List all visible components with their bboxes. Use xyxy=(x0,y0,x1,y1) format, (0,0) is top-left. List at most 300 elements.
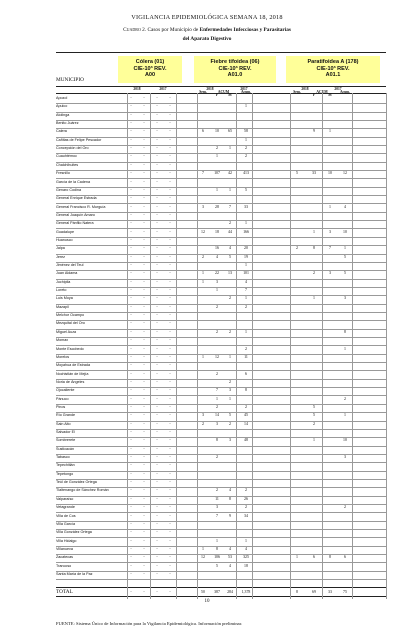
table-cell: - xyxy=(143,104,145,109)
table-cell: - xyxy=(156,296,158,301)
municipio-name: Fresnillo xyxy=(56,171,70,176)
table-cell: - xyxy=(169,421,171,426)
table-cell: - xyxy=(169,271,171,276)
table-cell: 1 xyxy=(229,354,231,359)
table-cell: - xyxy=(143,421,145,426)
municipio-name: Villa de Cos xyxy=(56,513,76,518)
document-title: VIGILANCIA EPIDEMIOLÓGICA SEMANA 18, 2018 xyxy=(131,14,283,21)
table-cell: - xyxy=(156,379,158,384)
total-cell: - xyxy=(143,589,145,594)
table-cell: 58 xyxy=(244,129,248,134)
table-cell: - xyxy=(156,488,158,493)
table-cell: 2 xyxy=(202,254,204,259)
table-cell: - xyxy=(130,521,132,526)
table-cell: - xyxy=(156,446,158,451)
table-cell: - xyxy=(169,455,171,460)
total-cell: - xyxy=(130,589,132,594)
municipio-name: Teúl de González Ortega xyxy=(56,480,97,485)
table-cell: 8 xyxy=(313,246,315,251)
table-cell: - xyxy=(143,221,145,226)
table-cell: 1 xyxy=(202,279,204,284)
table-cell: 2 xyxy=(245,146,247,151)
table-cell: - xyxy=(143,112,145,117)
table-cell: - xyxy=(169,121,171,126)
table-cell: 1 xyxy=(245,104,247,109)
table-cell: - xyxy=(130,296,132,301)
table-cell: - xyxy=(156,237,158,242)
table-cell: - xyxy=(143,404,145,409)
table-cell: - xyxy=(156,555,158,560)
municipio-name: Apozol xyxy=(56,96,68,100)
total-cell: 1,378 xyxy=(241,589,251,594)
table-cell: - xyxy=(130,246,132,251)
table-cell: 2 xyxy=(216,329,218,334)
table-cell: 1 xyxy=(202,546,204,551)
table-cell: - xyxy=(130,121,132,126)
table-cell: 7 xyxy=(229,204,231,209)
table-cell: - xyxy=(156,221,158,226)
disease-header-paratifoidea xyxy=(286,56,380,83)
table-cell: 1 xyxy=(202,271,204,276)
table-cell: - xyxy=(156,112,158,117)
municipio-name: Miguel Auza xyxy=(56,329,77,334)
table-cell: - xyxy=(130,346,132,351)
table-cell: 3 xyxy=(229,438,231,443)
column-divider xyxy=(197,93,198,599)
total-cell: 33 xyxy=(328,589,332,594)
table-cell: - xyxy=(156,388,158,393)
table-cell: 3 xyxy=(216,421,218,426)
table-cell: - xyxy=(156,430,158,434)
table-cell: 3 xyxy=(216,279,218,284)
table-cell: 33 xyxy=(244,204,248,209)
table-cell: - xyxy=(169,329,171,334)
female-label: F xyxy=(312,92,316,97)
table-cell: - xyxy=(130,254,132,259)
caption-line-2: del Aparato Digestivo xyxy=(182,36,232,42)
municipio-name: Loreto xyxy=(56,288,67,293)
municipio-name: Vetagrande xyxy=(56,505,75,510)
table-cell: - xyxy=(143,154,145,159)
table-cell: - xyxy=(143,513,145,518)
acum-prev-label: Acum. xyxy=(339,89,351,94)
table-cell: - xyxy=(156,179,158,184)
table-cell: 1 xyxy=(229,146,231,151)
table-cell: - xyxy=(130,137,132,142)
municipio-name: Huanusco xyxy=(56,237,73,242)
table-cell: - xyxy=(169,413,171,418)
table-cell: - xyxy=(143,455,145,460)
table-cell: 7 xyxy=(216,513,218,518)
table-cell: 9 xyxy=(313,129,315,134)
table-cell: - xyxy=(156,471,158,476)
table-cell: - xyxy=(156,329,158,334)
table-cell: 1 xyxy=(245,296,247,301)
disease-code: A01.1 xyxy=(325,72,341,79)
municipio-name: Pinos xyxy=(56,404,66,409)
table-cell: - xyxy=(169,346,171,351)
table-cell: - xyxy=(130,279,132,284)
table-cell: - xyxy=(130,271,132,276)
municipio-name: General Pánfilo Natera xyxy=(56,221,94,226)
table-cell: - xyxy=(169,279,171,284)
table-cell: - xyxy=(169,96,171,100)
table-cell: - xyxy=(169,363,171,368)
table-cell: - xyxy=(156,538,158,543)
table-cell: - xyxy=(169,404,171,409)
table-cell: 10 xyxy=(328,171,332,176)
table-cell: 8 xyxy=(344,329,346,334)
table-cell: 5 xyxy=(313,413,315,418)
table-cell: 3 xyxy=(229,388,231,393)
table-cell: 1 xyxy=(229,396,231,401)
table-cell: 1 xyxy=(216,187,218,192)
table-cell: - xyxy=(156,154,158,159)
municipio-name: Moyahua de Estrada xyxy=(56,363,91,368)
table-cell: - xyxy=(130,396,132,401)
acum-label: ACUM xyxy=(217,89,230,94)
municipio-name: Tabasco xyxy=(56,455,70,460)
table-cell: - xyxy=(143,129,145,134)
table-cell: - xyxy=(169,246,171,251)
table-cell: 12 xyxy=(343,171,347,176)
table-cell: - xyxy=(156,129,158,134)
table-cell: 325 xyxy=(243,555,249,560)
total-label: TOTAL xyxy=(56,589,73,595)
table-cell: 2 xyxy=(245,404,247,409)
table-cell: - xyxy=(143,496,145,501)
table-cell: - xyxy=(156,104,158,109)
table-cell: 18 xyxy=(215,229,219,234)
column-divider xyxy=(252,93,253,599)
table-cell: 6 xyxy=(344,555,346,560)
table-cell: - xyxy=(169,471,171,476)
row-rule xyxy=(56,579,386,580)
table-cell: - xyxy=(156,530,158,535)
table-cell: - xyxy=(156,363,158,368)
table-cell: 19 xyxy=(244,254,248,259)
table-cell: 4 xyxy=(229,546,231,551)
table-cell: 8 xyxy=(245,388,247,393)
table-cell: 4 xyxy=(229,246,231,251)
table-cell: - xyxy=(130,204,132,209)
municipio-name: Río Grande xyxy=(56,413,76,418)
table-cell: 1 xyxy=(245,329,247,334)
municipio-name: Jiménez del Teul xyxy=(56,263,84,267)
table-cell: - xyxy=(156,187,158,192)
table-cell: 11 xyxy=(215,496,219,501)
table-cell: 33 xyxy=(312,171,316,176)
table-cell: - xyxy=(169,538,171,543)
municipio-name: Calera xyxy=(56,129,67,134)
table-cell: 14 xyxy=(244,421,248,426)
table-cell: 2 xyxy=(216,404,218,409)
table-cell: - xyxy=(130,488,132,493)
table-cell: - xyxy=(156,121,158,126)
table-cell: 26 xyxy=(244,496,248,501)
table-cell: - xyxy=(143,296,145,301)
table-cell: - xyxy=(130,329,132,334)
year-label: 2017 xyxy=(240,86,248,91)
table-cell: - xyxy=(143,480,145,485)
table-cell: - xyxy=(169,396,171,401)
year-label: 2017 xyxy=(159,86,167,91)
table-cell: 2 xyxy=(229,296,231,301)
table-cell: - xyxy=(143,571,145,576)
table-cell: - xyxy=(130,463,132,468)
table-cell: - xyxy=(143,546,145,551)
table-cell: - xyxy=(130,338,132,343)
table-cell: - xyxy=(143,379,145,384)
table-cell: 1 xyxy=(313,229,315,234)
table-cell: - xyxy=(143,304,145,309)
municipio-name: Tepechitlán xyxy=(56,463,75,468)
table-top-rule xyxy=(56,52,386,53)
table-cell: - xyxy=(169,162,171,167)
municipio-name: Zacatecas xyxy=(56,555,74,560)
table-cell: - xyxy=(130,471,132,476)
table-cell: - xyxy=(156,396,158,401)
municipio-name: Ojocaliente xyxy=(56,388,75,393)
table-cell: - xyxy=(169,221,171,226)
table-cell: - xyxy=(130,513,132,518)
table-cell: - xyxy=(143,338,145,343)
table-cell: - xyxy=(169,129,171,134)
table-cell: 8 xyxy=(216,546,218,551)
table-cell: - xyxy=(169,480,171,485)
table-cell: - xyxy=(169,171,171,176)
table-cell: - xyxy=(156,279,158,284)
table-cell: - xyxy=(130,563,132,568)
municipio-name: Salvador El xyxy=(56,430,75,434)
table-cell: 7 xyxy=(245,288,247,293)
table-cell: 2 xyxy=(344,396,346,401)
municipio-name: Atolinga xyxy=(56,112,70,117)
municipio-name: Morelos xyxy=(56,354,70,359)
column-divider xyxy=(236,93,237,599)
table-cell: - xyxy=(169,112,171,117)
table-cell: 12 xyxy=(201,229,205,234)
table-cell: - xyxy=(130,179,132,184)
table-cell: 1 xyxy=(344,246,346,251)
table-cell: - xyxy=(143,388,145,393)
table-cell: - xyxy=(143,363,145,368)
table-cell: 1 xyxy=(245,538,247,543)
column-divider xyxy=(290,93,291,599)
year-label: 2018 xyxy=(301,86,309,91)
table-cell: 1 xyxy=(229,187,231,192)
table-cell: - xyxy=(130,480,132,485)
table-cell: 12 xyxy=(215,354,219,359)
table-cell: - xyxy=(130,538,132,543)
table-cell: 10 xyxy=(215,129,219,134)
table-cell: 65 xyxy=(228,129,232,134)
table-cell: - xyxy=(143,446,145,451)
table-cell: - xyxy=(130,496,132,501)
table-cell: - xyxy=(143,196,145,201)
table-cell: - xyxy=(130,304,132,309)
municipio-name: Nochistlán de Mejía xyxy=(56,371,89,376)
table-cell: 2 xyxy=(313,421,315,426)
table-cell: - xyxy=(130,288,132,293)
table-cell: - xyxy=(143,505,145,510)
municipio-name: Guadalupe xyxy=(56,229,75,234)
sem-label: Sem. xyxy=(293,89,301,94)
table-cell: - xyxy=(143,321,145,326)
table-cell: - xyxy=(156,162,158,167)
table-cell: 1 xyxy=(216,154,218,159)
table-cell: 8 xyxy=(329,555,331,560)
table-cell: - xyxy=(130,446,132,451)
table-cell: - xyxy=(169,521,171,526)
table-cell: 18 xyxy=(244,563,248,568)
table-cell: 166 xyxy=(243,229,249,234)
table-cell: 3 xyxy=(344,296,346,301)
table-cell: - xyxy=(156,313,158,318)
table-cell: - xyxy=(143,246,145,251)
table-cell: - xyxy=(130,171,132,176)
table-cell: 45 xyxy=(244,413,248,418)
column-divider xyxy=(150,93,151,599)
table-cell: - xyxy=(143,187,145,192)
table-cell: 1 xyxy=(313,438,315,443)
column-divider xyxy=(352,93,353,599)
table-cell: - xyxy=(130,530,132,535)
table-cell: - xyxy=(130,263,132,267)
municipio-name: Cuauhtémoc xyxy=(56,154,77,159)
table-caption xyxy=(0,27,414,33)
table-cell: - xyxy=(169,146,171,151)
table-cell: 1 xyxy=(296,555,298,560)
table-cell: - xyxy=(169,187,171,192)
source-note: FUENTE: Sistema Único de Información para la Vigilancia Epidemiológica. Información preliminar. xyxy=(56,621,243,626)
table-cell: - xyxy=(143,313,145,318)
table-cell: - xyxy=(156,496,158,501)
table-cell: 28 xyxy=(215,204,219,209)
table-cell: - xyxy=(169,304,171,309)
table-cell: - xyxy=(143,521,145,526)
table-cell: - xyxy=(169,196,171,201)
table-cell: - xyxy=(169,179,171,184)
municipio-name: Juchipila xyxy=(56,279,71,284)
table-cell: - xyxy=(169,263,171,267)
table-cell: - xyxy=(130,363,132,368)
table-cell: 5 xyxy=(216,563,218,568)
table-cell: - xyxy=(143,563,145,568)
column-divider xyxy=(176,93,177,599)
table-cell: - xyxy=(156,480,158,485)
table-cell: - xyxy=(130,237,132,242)
table-cell: - xyxy=(143,146,145,151)
table-cell: 12 xyxy=(201,555,205,560)
table-cell: - xyxy=(143,430,145,434)
disease-header-colera xyxy=(118,56,182,83)
table-cell: - xyxy=(143,371,145,376)
table-cell: 3 xyxy=(216,505,218,510)
table-cell: - xyxy=(143,237,145,242)
table-cell: 5 xyxy=(229,254,231,259)
table-cell: - xyxy=(143,538,145,543)
table-cell: - xyxy=(169,313,171,318)
total-cell: 75 xyxy=(343,589,347,594)
table-cell: 2 xyxy=(245,505,247,510)
table-cell: - xyxy=(130,221,132,226)
municipio-name: Momax xyxy=(56,338,69,343)
year-label: 2017 xyxy=(334,86,342,91)
disease-header-fiebre-tifoidea xyxy=(194,56,276,83)
table-cell: - xyxy=(156,321,158,326)
table-cell: - xyxy=(169,546,171,551)
table-cell: - xyxy=(169,229,171,234)
municipio-name: Villa Hidalgo xyxy=(56,538,77,543)
table-cell: - xyxy=(143,121,145,126)
table-cell: 106 xyxy=(214,555,220,560)
table-cell: - xyxy=(156,246,158,251)
table-cell: 14 xyxy=(215,413,219,418)
table-cell: 5 xyxy=(229,413,231,418)
table-cell: - xyxy=(156,413,158,418)
acum-label: ACUM xyxy=(316,89,328,94)
table-cell: 2 xyxy=(216,304,218,309)
table-cell: 2 xyxy=(216,371,218,376)
municipio-name: Noria de Ángeles xyxy=(56,379,85,384)
table-cell: 1 xyxy=(202,354,204,359)
table-cell: 2 xyxy=(229,329,231,334)
table-cell: - xyxy=(169,254,171,259)
table-cell: 4 xyxy=(216,254,218,259)
table-cell: 3 xyxy=(344,455,346,460)
table-cell: - xyxy=(130,555,132,560)
table-cell: - xyxy=(156,338,158,343)
municipio-name: Susticacán xyxy=(56,446,75,451)
total-rule xyxy=(56,587,386,588)
table-cell: 2 xyxy=(202,421,204,426)
table-cell: - xyxy=(143,254,145,259)
table-cell: - xyxy=(169,321,171,326)
disease-name: Cólera (01) xyxy=(135,59,165,65)
table-cell: - xyxy=(130,388,132,393)
table-cell: 8 xyxy=(216,438,218,443)
table-cell: 3 xyxy=(329,271,331,276)
table-cell: 22 xyxy=(215,271,219,276)
table-cell: 1 xyxy=(344,413,346,418)
table-cell: 16 xyxy=(215,246,219,251)
disease-code: A01.0 xyxy=(227,72,243,79)
table-cell: - xyxy=(143,396,145,401)
male-label: M xyxy=(228,92,232,97)
table-cell: 2 xyxy=(296,246,298,251)
table-cell: - xyxy=(143,263,145,267)
table-cell: - xyxy=(156,354,158,359)
municipio-name: Melchor Ocampo xyxy=(56,313,85,318)
table-cell: - xyxy=(130,104,132,109)
table-cell: 1 xyxy=(245,221,247,226)
table-cell: - xyxy=(156,521,158,526)
table-cell: - xyxy=(130,146,132,151)
total-cell: 387 xyxy=(214,589,220,594)
sem-label: Sem. xyxy=(199,89,207,94)
column-divider xyxy=(386,93,387,599)
table-cell: - xyxy=(130,354,132,359)
table-cell: - xyxy=(169,505,171,510)
table-cell: - xyxy=(143,204,145,209)
table-cell: 42 xyxy=(228,171,232,176)
table-cell: 2 xyxy=(229,421,231,426)
table-cell: - xyxy=(169,137,171,142)
municipio-name: Jerez xyxy=(56,254,66,259)
municipio-name: Pánuco xyxy=(56,396,69,401)
table-cell: - xyxy=(143,346,145,351)
